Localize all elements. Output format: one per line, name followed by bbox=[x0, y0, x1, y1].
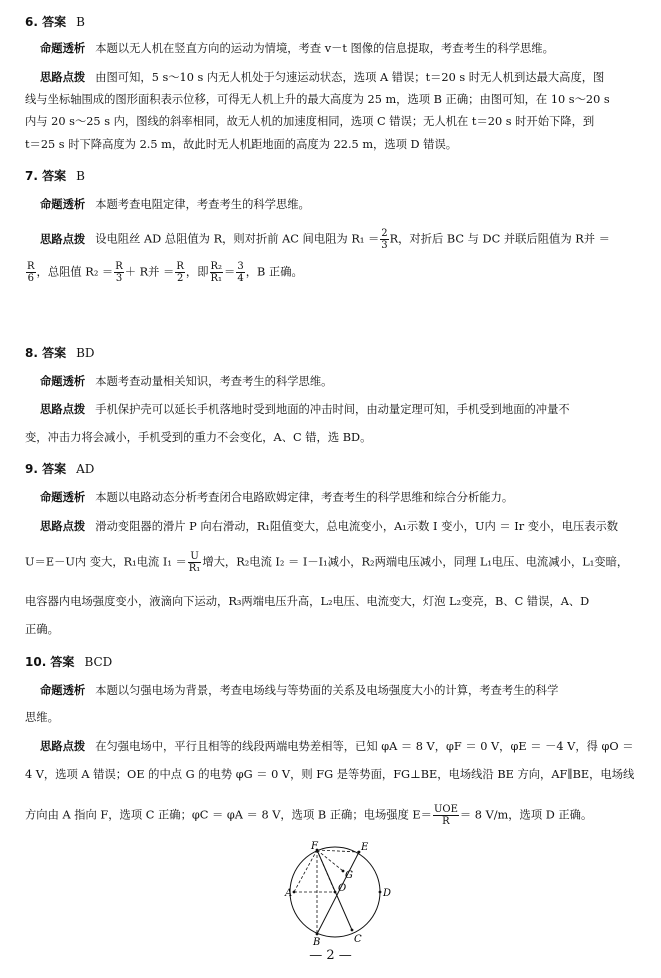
q6-hint-l2: 线与坐标轴围成的图形面积表示位移，可得无人机上升的最大高度为 25 m，选项 B 正确；由图可知，在 10 s～20 s bbox=[25, 93, 610, 106]
q9-fraction-u-r1 bbox=[188, 551, 202, 574]
q7-fraction-r2-r1 bbox=[210, 261, 224, 284]
q10-text-seg: 方向由 A 指向 F，选项 C 正确；φC ＝ φA ＝ 8 V，选项 B 正确；电场强度 E＝ bbox=[25, 808, 432, 822]
q7-fraction-r-2 bbox=[175, 261, 185, 284]
q7-number: 7. 答案 bbox=[25, 169, 67, 183]
label-c: C bbox=[354, 934, 362, 945]
line-af bbox=[294, 850, 317, 892]
q10-tag-hint: 思路点拨 bbox=[40, 740, 86, 753]
q6-analysis bbox=[40, 41, 648, 57]
q10-hint-l3 bbox=[25, 804, 648, 827]
q7-header bbox=[25, 167, 85, 184]
q8-tag-analysis: 命题透析 bbox=[40, 375, 86, 388]
label-a: A bbox=[285, 888, 293, 899]
q6-hint-text: 由图可知，5 s～10 s 内无人机处于匀速运动状态，选项 A 错误；t＝20 s 时无人机到达最大高度，图 bbox=[95, 71, 605, 84]
q7-hint-l1 bbox=[40, 228, 648, 251]
point-g bbox=[342, 870, 345, 873]
q9-answer: AD bbox=[76, 462, 95, 476]
q9-text-seg: 增大，R₂电流 I₂ ＝ I－I₁减小，R₂两端电压减小，同理 L₁电压、电流减小，L₁变暗， bbox=[202, 555, 629, 569]
frac-num: R bbox=[176, 261, 184, 272]
frac-den: R₁ bbox=[210, 273, 223, 284]
q7-tag-analysis: 命题透析 bbox=[40, 198, 86, 211]
point-b bbox=[316, 933, 319, 936]
q7-analysis-text: 本题考查电阻定律，考查考生的科学思维。 bbox=[95, 198, 310, 211]
q9-analysis bbox=[40, 490, 648, 506]
point-o bbox=[334, 891, 337, 894]
q10-analysis-text: 本题以匀强电场为背景，考查电场线与等势面的关系及电场强度大小的计算，考查考生的科学 bbox=[95, 684, 559, 697]
q9-hint-l2 bbox=[25, 551, 648, 574]
q10-header bbox=[25, 653, 112, 670]
q8-hint-text: 手机保护壳可以延长手机落地时受到地面的冲击时间，由动量定理可知，手机受到地面的冲量不 bbox=[95, 403, 570, 416]
q7-text-seg: ，总阻值 R₂ ＝ bbox=[36, 265, 114, 279]
label-g: G bbox=[345, 870, 353, 881]
frac-num: R bbox=[27, 261, 35, 272]
q7-hint-text-b: R，对折后 BC 与 DC 并联后阻值为 R并 ＝ bbox=[389, 232, 610, 246]
q9-tag-hint: 思路点拨 bbox=[40, 520, 86, 533]
frac-num: 2 bbox=[381, 228, 388, 239]
point-e bbox=[358, 851, 361, 854]
q7-hint-text-a: 设电阻丝 AD 总阻值为 R，则对折前 AC 间电阻为 R₁ ＝ bbox=[95, 232, 380, 246]
q10-analysis-l2: 思维。 bbox=[25, 711, 59, 724]
q8-header bbox=[25, 344, 95, 361]
q10-hint-l1 bbox=[40, 739, 648, 755]
q10-answer: BCD bbox=[84, 655, 113, 669]
q7-text-seg: ，B 正确。 bbox=[245, 265, 303, 279]
q10-text-seg: ＝ 8 V/m，选项 D 正确。 bbox=[459, 808, 593, 822]
label-f: F bbox=[311, 841, 318, 852]
q6-header bbox=[25, 13, 85, 30]
line-fc bbox=[317, 850, 352, 930]
frac-den: 3 bbox=[115, 273, 123, 284]
q10-number: 10. 答案 bbox=[25, 655, 75, 669]
q9-analysis-text: 本题以电路动态分析考查闭合电路欧姆定律，考查考生的科学思维和综合分析能力。 bbox=[95, 491, 514, 504]
frac-den: R bbox=[442, 816, 450, 827]
q10-tag-analysis: 命题透析 bbox=[40, 684, 86, 697]
q10-hint-text: 在匀强电场中，平行且相等的线段两端电势差相等，已知 φA ＝ 8 V，φF ＝ 0 V，φE ＝ －4 V，得 φO ＝ bbox=[95, 740, 634, 753]
q8-answer: BD bbox=[76, 346, 95, 360]
q10-analysis bbox=[40, 683, 648, 699]
q6-tag-analysis: 命题透析 bbox=[40, 42, 86, 55]
q7-fraction-3-4 bbox=[236, 261, 244, 284]
label-o: O bbox=[338, 883, 347, 894]
q9-number: 9. 答案 bbox=[25, 462, 67, 476]
q6-hint-l3: 内与 20 s～25 s 内，图线的斜率相同，故无人机的加速度相同，选项 C 错误；无人机在 t＝20 s 时开始下降，到 bbox=[25, 115, 595, 128]
dashed-lines bbox=[294, 850, 359, 934]
q7-text-seg: ，即 bbox=[185, 265, 209, 279]
q7-fraction-r-6 bbox=[26, 261, 36, 284]
line-fg bbox=[317, 850, 343, 871]
q7-tag-hint: 思路点拨 bbox=[40, 232, 86, 246]
frac-den: 2 bbox=[176, 273, 184, 284]
q9-hint-l4: 正确。 bbox=[25, 623, 59, 636]
frac-den: 6 bbox=[27, 273, 34, 284]
q6-number: 6. 答案 bbox=[25, 15, 67, 29]
q7-analysis bbox=[40, 197, 648, 213]
q9-hint-l3: 电容器内电场强度变小，液滴向下运动，R₃两端电压升高，L₂电压、电流变大，灯泡 L₂变亮，B、C 错误，A、D bbox=[25, 595, 590, 608]
q6-hint-l1 bbox=[40, 70, 648, 86]
q7-answer: B bbox=[76, 169, 85, 183]
frac-num: R bbox=[115, 261, 123, 272]
frac-num: 3 bbox=[237, 261, 244, 272]
page-number: — 2 — bbox=[309, 948, 352, 963]
q6-analysis-text: 本题以无人机在竖直方向的运动为情境，考查 v－t 图像的信息提取，考查考生的科学思维。 bbox=[95, 42, 554, 55]
frac-num: U bbox=[188, 551, 202, 563]
q8-tag-hint: 思路点拨 bbox=[40, 403, 86, 416]
q10-fraction-uoe-r bbox=[433, 804, 459, 827]
point-c bbox=[351, 929, 354, 932]
q9-tag-analysis: 命题透析 bbox=[40, 491, 86, 504]
q7-text-seg: ＋ R并 ＝ bbox=[124, 265, 175, 279]
q6-answer: B bbox=[76, 15, 85, 29]
circle-figure bbox=[280, 838, 400, 948]
q8-hint-l1 bbox=[40, 402, 648, 418]
point-a bbox=[293, 891, 296, 894]
q7-hint-l2 bbox=[25, 261, 648, 284]
q8-number: 8. 答案 bbox=[25, 346, 67, 360]
label-d: D bbox=[383, 888, 392, 899]
label-e: E bbox=[361, 842, 369, 853]
q9-text-seg: U＝E－U内 变大，R₁电流 I₁ ＝ bbox=[25, 555, 187, 569]
frac-den: 4 bbox=[237, 273, 244, 284]
q9-header bbox=[25, 460, 94, 477]
q10-hint-l2: 4 V，选项 A 错误；OE 的中点 G 的电势 φG ＝ 0 V，则 FG 是等势面，FG⊥BE，电场线沿 BE 方向，AF∥BE，电场线 bbox=[25, 768, 635, 781]
q9-hint-l1 bbox=[40, 519, 648, 535]
q7-text-seg: ＝ bbox=[224, 265, 236, 279]
point-d bbox=[379, 891, 382, 894]
frac-den: 3 bbox=[381, 240, 388, 251]
q9-hint-text: 滑动变阻器的滑片 P 向右滑动，R₁阻值变大，总电流变小，A₁示数 I 变小，U内 ＝ Ir 变小，电压表示数 bbox=[95, 520, 619, 533]
frac-num: R₂ bbox=[210, 261, 223, 272]
frac-num: UOE bbox=[433, 804, 458, 815]
label-b: B bbox=[313, 937, 321, 948]
q6-tag-hint: 思路点拨 bbox=[40, 71, 86, 84]
q8-analysis-text: 本题考查动量相关知识，考查考生的科学思维。 bbox=[95, 375, 333, 388]
q8-analysis bbox=[40, 374, 648, 390]
q8-hint-l2: 变，冲击力将会减小，手机受到的重力不会变化，A、C 错，选 BD。 bbox=[25, 431, 372, 444]
q6-hint-l4: t＝25 s 时下降高度为 2.5 m，故此时无人机距地面的高度为 22.5 m，选项 D 错误。 bbox=[25, 138, 458, 151]
q7-fraction-2-3 bbox=[380, 228, 388, 251]
q7-fraction-r-3 bbox=[114, 261, 124, 284]
frac-den: R₁ bbox=[188, 563, 201, 574]
